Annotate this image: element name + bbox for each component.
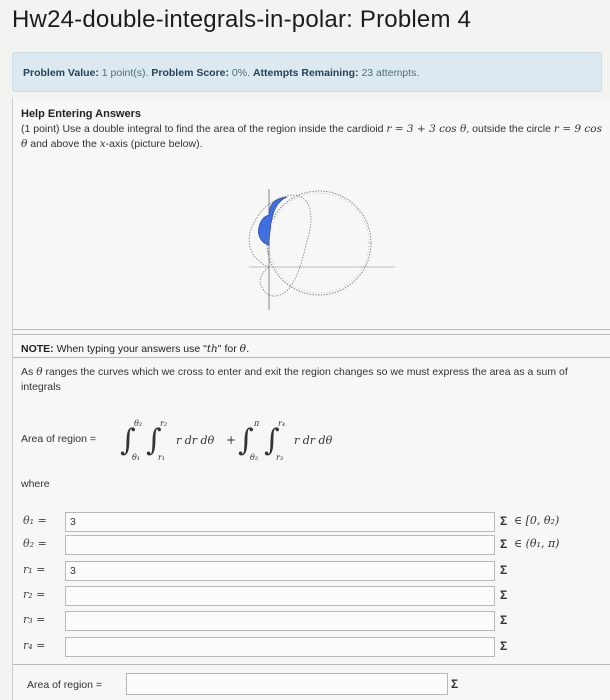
area-formula-label: Area of region = xyxy=(21,433,97,445)
attempts-remaining: 23 attempts. xyxy=(361,67,420,79)
theta2-range: ∈ (θ₁, π) xyxy=(514,537,560,550)
sigma-icon[interactable]: Σ xyxy=(500,563,508,577)
svg-text:∫: ∫ xyxy=(146,423,162,458)
r2-row xyxy=(13,585,610,607)
problem-value: 1 point(s). xyxy=(101,67,149,79)
help-entering-answers-link[interactable]: Help Entering Answers xyxy=(21,108,142,120)
final-area-row xyxy=(13,669,610,695)
theta1-label: θ₁ = xyxy=(23,514,47,527)
theta2-row xyxy=(13,534,610,556)
r1-row xyxy=(13,560,610,582)
problem-value-label: Problem Value: xyxy=(23,67,99,79)
shaded-region xyxy=(258,197,287,245)
problem-score-label: Problem Score: xyxy=(151,67,229,79)
attempts-label: Attempts Remaining: xyxy=(252,67,359,79)
integrand-2: r dr dθ xyxy=(294,434,333,447)
divider-top-2 xyxy=(13,334,610,335)
theta1-range: ∈ [0, θ₂) xyxy=(514,514,560,527)
theta2-input[interactable] xyxy=(65,535,495,555)
r4-label: r₄ = xyxy=(23,639,46,652)
problem-statement: (1 point) Use a double integral to find the area of the region inside the cardioid r = 3 + 3 cos θ, outside the circle r = 9 cos θ and above the x-axis (picture below). xyxy=(21,123,603,150)
circle-equation: r = 9 cos θ xyxy=(21,123,603,150)
svg-text:π: π xyxy=(254,419,260,428)
svg-text:θ₂: θ₂ xyxy=(250,453,259,462)
svg-text:r₃: r₃ xyxy=(276,453,284,462)
sigma-icon[interactable]: Σ xyxy=(500,613,508,627)
sigma-icon[interactable]: Σ xyxy=(500,514,508,528)
sigma-icon[interactable]: Σ xyxy=(500,639,508,653)
sigma-icon[interactable]: Σ xyxy=(500,537,508,551)
cardioid-equation: r = 3 + 3 cos θ xyxy=(386,123,467,135)
final-area-label: Area of region = xyxy=(27,679,103,691)
svg-text:r₂: r₂ xyxy=(160,419,168,428)
sigma-icon[interactable]: Σ xyxy=(500,588,508,602)
page-title: Hw24-double-integrals-in-polar: Problem 4 xyxy=(12,6,472,33)
svg-text:∫: ∫ xyxy=(238,423,254,458)
points-text: (1 point) xyxy=(21,123,60,135)
svg-text:r₄: r₄ xyxy=(278,419,286,428)
r3-input[interactable] xyxy=(65,611,495,631)
cardioid-curve xyxy=(249,195,311,296)
theta1-input[interactable]: 3 xyxy=(65,512,495,532)
theta2-label: θ₂ = xyxy=(23,537,47,550)
svg-text:+: + xyxy=(226,433,237,447)
sigma-icon[interactable]: Σ xyxy=(451,677,459,691)
r4-row xyxy=(13,636,610,658)
r1-label: r₁ = xyxy=(23,563,46,576)
where-label: where xyxy=(21,478,50,490)
integrand-1: r dr dθ xyxy=(176,434,215,447)
r2-label: r₂ = xyxy=(23,588,46,601)
final-area-input[interactable] xyxy=(126,673,448,695)
problem-status-bar xyxy=(12,52,602,92)
r2-input[interactable] xyxy=(65,586,495,606)
r1-input[interactable]: 3 xyxy=(65,561,495,581)
problem-score: 0%. xyxy=(231,67,251,79)
divider-final xyxy=(13,664,610,665)
circle-curve xyxy=(267,191,371,295)
integral-formula xyxy=(116,414,366,464)
divider-top xyxy=(13,329,610,330)
svg-text:r₁: r₁ xyxy=(158,453,166,462)
problem-body xyxy=(12,98,610,700)
divider-note xyxy=(13,357,610,358)
svg-text:θ₁: θ₁ xyxy=(132,453,141,462)
region-figure xyxy=(247,187,397,312)
r3-row xyxy=(13,610,610,632)
theta1-row xyxy=(13,511,610,533)
sum-explanation: As θ ranges the curves which we cross to enter and exit the region changes so we must express the area as a sum of integrals xyxy=(21,366,568,393)
r4-input[interactable] xyxy=(65,637,495,657)
r3-label: r₃ = xyxy=(23,613,46,626)
svg-text:∫: ∫ xyxy=(120,423,136,458)
svg-text:θ₂: θ₂ xyxy=(134,419,143,428)
svg-text:∫: ∫ xyxy=(264,423,280,458)
note-text: NOTE: When typing your answers use "th" for θ. xyxy=(21,343,250,355)
